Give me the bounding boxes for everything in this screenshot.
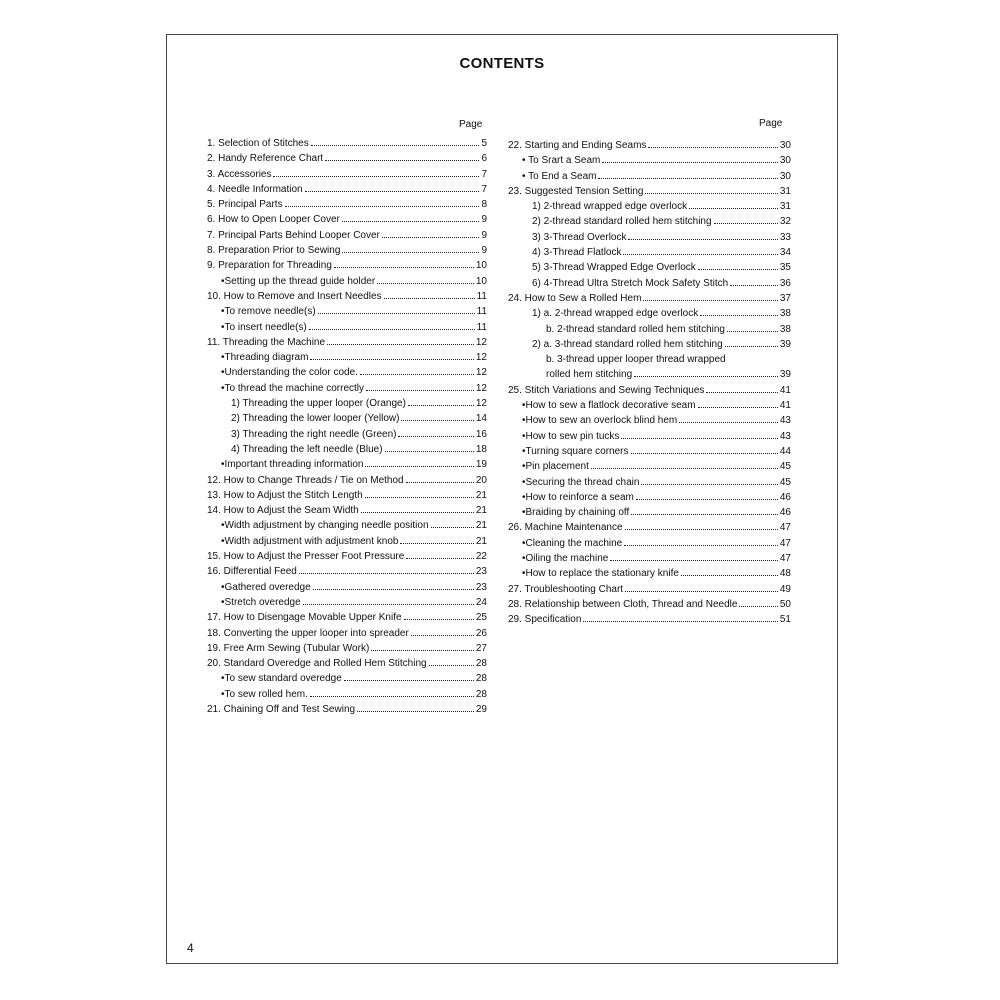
dot-leader bbox=[730, 285, 778, 286]
toc-entry-page: 41 bbox=[779, 384, 791, 396]
toc-entry bbox=[508, 153, 791, 168]
toc-entry-title: •Width adjustment with adjustment knob bbox=[221, 535, 399, 547]
toc-entry-page: 12 bbox=[475, 382, 487, 394]
dot-leader bbox=[725, 346, 778, 347]
dot-leader bbox=[706, 392, 777, 393]
toc-entry-title: 21. Chaining Off and Test Sewing bbox=[207, 703, 356, 715]
toc-entry-title: 2) Threading the lower looper (Yellow) bbox=[231, 413, 400, 425]
toc-entry-page: 47 bbox=[779, 522, 791, 534]
toc-entry-page: 31 bbox=[779, 185, 791, 197]
dot-leader bbox=[645, 193, 777, 194]
toc-entry-title: •Gathered overedge bbox=[221, 581, 311, 593]
toc-entry-page: 45 bbox=[779, 476, 791, 488]
toc-entry bbox=[508, 322, 791, 337]
dot-leader bbox=[583, 621, 777, 622]
toc-entry-page: 43 bbox=[779, 415, 791, 427]
toc-entry bbox=[508, 429, 791, 444]
toc-entry-page: 21 bbox=[475, 489, 487, 501]
toc-entry bbox=[207, 488, 487, 503]
toc-entry-page: 7 bbox=[481, 183, 487, 195]
dot-leader bbox=[310, 359, 473, 360]
toc-entry-title: 3) 3-Thread Overlock bbox=[532, 231, 627, 243]
toc-entry-title: 4) Threading the left needle (Blue) bbox=[231, 443, 383, 455]
toc-entry-title: •Important threading information bbox=[221, 459, 364, 471]
toc-entry-title: 11. Threading the Machine bbox=[207, 336, 326, 348]
toc-entry-page: 12 bbox=[475, 398, 487, 410]
toc-entry-page: 19 bbox=[475, 459, 487, 471]
dot-leader bbox=[398, 436, 473, 437]
dot-leader bbox=[385, 451, 474, 452]
toc-entry-title: b. 2-thread standard rolled hem stitching bbox=[546, 323, 725, 335]
toc-entry-title: rolled hem stitching bbox=[546, 369, 633, 381]
dot-leader bbox=[384, 298, 475, 299]
toc-entry-title: •How to replace the stationary knife bbox=[522, 568, 679, 580]
toc-entry-page: 46 bbox=[779, 507, 791, 519]
toc-entry-page: 11 bbox=[476, 306, 487, 318]
toc-entry-title: 6) 4-Thread Ultra Stretch Mock Safety Stitch bbox=[532, 277, 729, 289]
toc-entry bbox=[207, 243, 487, 258]
toc-entry-page: 46 bbox=[779, 491, 791, 503]
toc-entry-title: b. 3-thread upper looper thread wrapped bbox=[546, 354, 726, 366]
toc-entry bbox=[207, 503, 487, 518]
dot-leader bbox=[318, 313, 475, 314]
toc-entry bbox=[508, 291, 791, 306]
dot-leader bbox=[631, 514, 778, 515]
toc-entry-title: 24. How to Sew a Rolled Hem bbox=[508, 292, 642, 304]
dot-leader bbox=[366, 390, 474, 391]
dot-leader bbox=[404, 619, 474, 620]
toc-entry bbox=[207, 274, 487, 289]
right-page-column-heading: Page bbox=[759, 118, 783, 129]
toc-entry-title: •How to sew pin tucks bbox=[522, 430, 620, 442]
dot-leader bbox=[624, 545, 778, 546]
toc-entry bbox=[207, 381, 487, 396]
dot-leader bbox=[610, 560, 778, 561]
toc-entry-page: 21 bbox=[475, 520, 487, 532]
toc-entry-page: 9 bbox=[481, 214, 487, 226]
toc-entry bbox=[207, 687, 487, 702]
toc-entry-page: 28 bbox=[475, 688, 487, 700]
dot-leader bbox=[631, 453, 778, 454]
toc-entry bbox=[207, 595, 487, 610]
toc-entry-title: •Cleaning the machine bbox=[522, 537, 623, 549]
toc-entry bbox=[508, 337, 791, 352]
toc-entry-page: 5 bbox=[481, 138, 487, 149]
toc-entry-title: •Oiling the machine bbox=[522, 553, 609, 565]
toc-entry bbox=[207, 656, 487, 671]
toc-entry-page: 7 bbox=[481, 168, 487, 180]
toc-entry-title: 9. Preparation for Threading bbox=[207, 260, 332, 272]
toc-entry-title: 6. How to Open Looper Cover bbox=[207, 214, 340, 226]
toc-entry-title: •How to sew a flatlock decorative seam bbox=[522, 400, 696, 412]
toc-entry-page: 25 bbox=[475, 612, 487, 624]
toc-entry bbox=[207, 626, 487, 641]
dot-leader bbox=[299, 573, 474, 574]
toc-entry-page: 39 bbox=[779, 338, 791, 350]
toc-entry bbox=[508, 582, 791, 597]
dot-leader bbox=[285, 206, 480, 207]
toc-entry-page: 9 bbox=[481, 245, 487, 257]
toc-entry bbox=[207, 258, 487, 273]
dot-leader bbox=[591, 468, 778, 469]
toc-entry bbox=[207, 212, 487, 227]
dot-leader bbox=[406, 558, 474, 559]
dot-leader bbox=[698, 407, 778, 408]
dot-leader bbox=[305, 191, 480, 192]
toc-entry bbox=[508, 459, 791, 474]
toc-entry bbox=[207, 289, 487, 304]
dot-leader bbox=[739, 606, 777, 607]
toc-entry-title: •Width adjustment by changing needle position bbox=[221, 520, 429, 532]
toc-entry-page: 23 bbox=[475, 566, 487, 578]
toc-entry-page: 47 bbox=[779, 553, 791, 565]
dot-leader bbox=[429, 665, 474, 666]
toc-entry-title: 13. How to Adjust the Stitch Length bbox=[207, 489, 363, 501]
toc-entry-title: 1. Selection of Stitches bbox=[207, 138, 309, 149]
toc-entry-title: •To sew standard overedge bbox=[221, 673, 342, 685]
toc-entry-title: 16. Differential Feed bbox=[207, 566, 297, 578]
toc-entry bbox=[508, 169, 791, 184]
toc-entry-title: 7. Principal Parts Behind Looper Cover bbox=[207, 229, 380, 241]
toc-entry-page: 50 bbox=[779, 598, 791, 610]
toc-entry bbox=[207, 136, 487, 151]
toc-entry-page: 30 bbox=[779, 140, 791, 151]
dot-leader bbox=[309, 329, 475, 330]
toc-entry-title: • To Srart a Seam bbox=[522, 155, 601, 167]
toc-entry bbox=[207, 610, 487, 625]
toc-entry-page: 22 bbox=[475, 551, 487, 563]
toc-entry-page: 48 bbox=[779, 568, 791, 580]
toc-entry-page: 28 bbox=[475, 658, 487, 670]
toc-entry-page: 37 bbox=[779, 292, 791, 304]
toc-entry-page: 18 bbox=[475, 443, 487, 455]
dot-leader bbox=[625, 529, 778, 530]
toc-entry-title: 5) 3-Thread Wrapped Edge Overlock bbox=[532, 262, 696, 274]
toc-entry-page: 47 bbox=[779, 537, 791, 549]
toc-entry-title: • To End a Seam bbox=[522, 170, 597, 182]
toc-entry-title: •Understanding the color code. bbox=[221, 367, 358, 379]
toc-entry-page: 30 bbox=[779, 155, 791, 167]
dot-leader bbox=[327, 344, 474, 345]
toc-entry-page: 20 bbox=[475, 474, 487, 486]
toc-entry bbox=[207, 641, 487, 656]
toc-entry-title: 1) 2-thread wrapped edge overlock bbox=[532, 201, 688, 213]
toc-entry-title: 2) a. 3-thread standard rolled hem stitching bbox=[532, 338, 723, 350]
toc-entry-page: 9 bbox=[481, 229, 487, 241]
dot-leader bbox=[310, 696, 474, 697]
toc-entry-page: 12 bbox=[475, 367, 487, 379]
toc-entry-title: 2) 2-thread standard rolled hem stitching bbox=[532, 216, 712, 228]
toc-entry-page: 12 bbox=[475, 352, 487, 364]
toc-entry bbox=[207, 411, 487, 426]
toc-entry bbox=[508, 413, 791, 428]
dot-leader bbox=[377, 283, 474, 284]
dot-leader bbox=[382, 237, 480, 238]
toc-entry bbox=[508, 306, 791, 321]
toc-right-column bbox=[508, 138, 791, 628]
toc-entry bbox=[207, 151, 487, 166]
toc-entry bbox=[207, 182, 487, 197]
dot-leader bbox=[361, 512, 474, 513]
toc-entry-page: 11 bbox=[476, 321, 487, 333]
dot-leader bbox=[700, 315, 778, 316]
toc-entry bbox=[207, 671, 487, 686]
toc-entry bbox=[508, 444, 791, 459]
dot-leader bbox=[621, 438, 777, 439]
dot-leader bbox=[365, 497, 474, 498]
toc-entry bbox=[508, 245, 791, 260]
toc-entry-page: 8 bbox=[481, 199, 487, 211]
dot-leader bbox=[342, 221, 480, 222]
toc-entry-title: 17. How to Disengage Movable Upper Knife bbox=[207, 612, 402, 624]
dot-leader bbox=[303, 604, 474, 605]
toc-entry-title: 25. Stitch Variations and Sewing Techniques bbox=[508, 384, 705, 396]
toc-entry-page: 32 bbox=[779, 216, 791, 228]
dot-leader bbox=[365, 466, 473, 467]
dot-leader bbox=[325, 160, 479, 161]
toc-entry-title: 5. Principal Parts bbox=[207, 199, 283, 211]
page-number: 4 bbox=[187, 941, 194, 955]
toc-entry bbox=[508, 597, 791, 612]
dot-leader bbox=[360, 374, 474, 375]
toc-entry bbox=[508, 490, 791, 505]
toc-entry bbox=[207, 335, 487, 350]
toc-entry bbox=[508, 612, 791, 627]
toc-entry-title: 18. Converting the upper looper into spreader bbox=[207, 627, 409, 639]
toc-entry-page: 39 bbox=[779, 369, 791, 381]
toc-entry-page: 38 bbox=[779, 323, 791, 335]
toc-entry-title: •Setting up the thread guide holder bbox=[221, 275, 376, 287]
toc-entry-title: 20. Standard Overedge and Rolled Hem Stitching bbox=[207, 658, 427, 670]
toc-entry-title: 29. Specification bbox=[508, 614, 582, 626]
dot-leader bbox=[636, 499, 778, 500]
toc-left-column bbox=[207, 136, 487, 717]
toc-entry-title: 19. Free Arm Sewing (Tubular Work) bbox=[207, 642, 370, 654]
dot-leader bbox=[401, 420, 473, 421]
toc-entry-page: 49 bbox=[779, 583, 791, 595]
toc-entry-page: 41 bbox=[779, 400, 791, 412]
toc-entry-page: 36 bbox=[779, 277, 791, 289]
dot-leader bbox=[689, 208, 778, 209]
dot-leader bbox=[273, 176, 479, 177]
toc-entry-page: 11 bbox=[476, 290, 487, 302]
toc-entry-title: •How to sew an overlock blind hem bbox=[522, 415, 678, 427]
toc-entry-page: 51 bbox=[779, 614, 791, 626]
toc-entry-page: 6 bbox=[481, 153, 487, 165]
toc-entry bbox=[508, 214, 791, 229]
toc-entry-page: 10 bbox=[475, 260, 487, 272]
dot-leader bbox=[602, 162, 778, 163]
toc-entry bbox=[508, 383, 791, 398]
dot-leader bbox=[641, 484, 777, 485]
toc-entry bbox=[508, 367, 791, 382]
toc-entry bbox=[207, 702, 487, 717]
toc-entry-title: •To remove needle(s) bbox=[221, 306, 316, 318]
toc-entry bbox=[207, 365, 487, 380]
toc-entry-title: 23. Suggested Tension Setting bbox=[508, 185, 644, 197]
toc-entry-page: 10 bbox=[475, 275, 487, 287]
toc-entry-title: 28. Relationship between Cloth, Thread and Needle bbox=[508, 598, 738, 610]
dot-leader bbox=[357, 711, 474, 712]
toc-entry bbox=[508, 551, 791, 566]
toc-entry bbox=[207, 427, 487, 442]
toc-entry-title: •Threading diagram bbox=[221, 352, 309, 364]
dot-leader bbox=[698, 269, 778, 270]
dot-leader bbox=[431, 527, 474, 528]
dot-leader bbox=[714, 223, 778, 224]
toc-entry bbox=[207, 197, 487, 212]
toc-entry-title: 8. Preparation Prior to Sewing bbox=[207, 245, 341, 257]
toc-entry bbox=[508, 230, 791, 245]
toc-entry bbox=[207, 564, 487, 579]
toc-entry-title: •Braiding by chaining off bbox=[522, 507, 630, 519]
dot-leader bbox=[623, 254, 777, 255]
dot-leader bbox=[625, 591, 778, 592]
dot-leader bbox=[344, 680, 474, 681]
dot-leader bbox=[648, 147, 777, 148]
toc-entry-page: 24 bbox=[475, 596, 487, 608]
toc-entry bbox=[508, 352, 791, 367]
toc-entry-title: 27. Troubleshooting Chart bbox=[508, 583, 624, 595]
toc-entry bbox=[207, 304, 487, 319]
dot-leader bbox=[313, 589, 474, 590]
dot-leader bbox=[342, 252, 479, 253]
toc-entry-page: 23 bbox=[475, 581, 487, 593]
toc-entry bbox=[207, 350, 487, 365]
toc-entry-title: 12. How to Change Threads / Tie on Method bbox=[207, 474, 404, 486]
toc-entry bbox=[508, 199, 791, 214]
toc-entry-page: 44 bbox=[779, 445, 791, 457]
toc-entry bbox=[207, 549, 487, 564]
toc-entry-title: 22. Starting and Ending Seams bbox=[508, 140, 647, 151]
toc-entry-page: 26 bbox=[475, 627, 487, 639]
toc-entry bbox=[207, 457, 487, 472]
toc-entry-page: 31 bbox=[779, 201, 791, 213]
dot-leader bbox=[371, 650, 474, 651]
toc-entry bbox=[207, 473, 487, 488]
toc-entry bbox=[508, 520, 791, 535]
toc-entry bbox=[508, 184, 791, 199]
toc-entry-page: 12 bbox=[475, 336, 487, 348]
dot-leader bbox=[411, 635, 474, 636]
toc-entry-title: 1) Threading the upper looper (Orange) bbox=[231, 398, 406, 410]
dot-leader bbox=[643, 300, 777, 301]
toc-entry-title: 4. Needle Information bbox=[207, 183, 303, 195]
toc-entry-title: 26. Machine Maintenance bbox=[508, 522, 623, 534]
toc-entry bbox=[508, 505, 791, 520]
toc-entry bbox=[207, 580, 487, 595]
toc-entry bbox=[508, 276, 791, 291]
toc-entry-title: •To insert needle(s) bbox=[221, 321, 307, 333]
dot-leader bbox=[400, 543, 473, 544]
toc-entry bbox=[508, 536, 791, 551]
toc-entry-page: 38 bbox=[779, 308, 791, 320]
toc-entry-title: 10. How to Remove and Insert Needles bbox=[207, 290, 382, 302]
toc-entry bbox=[207, 167, 487, 182]
toc-entry-page: 21 bbox=[475, 535, 487, 547]
toc-entry-title: 1) a. 2-thread wrapped edge overlock bbox=[532, 308, 699, 320]
dot-leader bbox=[598, 178, 777, 179]
dot-leader bbox=[681, 575, 778, 576]
toc-entry bbox=[508, 138, 791, 153]
toc-entry bbox=[508, 566, 791, 581]
toc-entry bbox=[207, 534, 487, 549]
toc-entry bbox=[207, 442, 487, 457]
toc-entry-page: 43 bbox=[779, 430, 791, 442]
toc-entry-title: 2. Handy Reference Chart bbox=[207, 153, 324, 165]
toc-entry-title: •Turning square corners bbox=[522, 445, 629, 457]
toc-entry bbox=[508, 398, 791, 413]
toc-entry-page: 16 bbox=[475, 428, 487, 440]
toc-entry bbox=[508, 475, 791, 490]
toc-entry-title: •To thread the machine correctly bbox=[221, 382, 365, 394]
toc-entry-page: 34 bbox=[779, 247, 791, 259]
toc-entry-page: 14 bbox=[475, 413, 487, 425]
toc-entry-title: •Securing the thread chain bbox=[522, 476, 640, 488]
toc-entry-page: 29 bbox=[475, 703, 487, 715]
toc-entry-page: 45 bbox=[779, 461, 791, 473]
dot-leader bbox=[408, 405, 474, 406]
dot-leader bbox=[334, 267, 474, 268]
toc-entry-title: •To sew rolled hem. bbox=[221, 688, 308, 700]
dot-leader bbox=[634, 376, 778, 377]
page-title: CONTENTS bbox=[459, 55, 545, 72]
toc-entry-title: •Pin placement bbox=[522, 461, 589, 473]
dot-leader bbox=[628, 239, 777, 240]
toc-entry-page: 28 bbox=[475, 673, 487, 685]
toc-entry-title: •Stretch overedge bbox=[221, 596, 301, 608]
left-page-column-heading: Page bbox=[459, 119, 483, 130]
toc-entry-page: 21 bbox=[475, 505, 487, 517]
toc-entry-title: 15. How to Adjust the Presser Foot Pressure bbox=[207, 551, 405, 563]
toc-entry bbox=[207, 518, 487, 533]
toc-entry-title: 3. Accessories bbox=[207, 168, 272, 180]
dot-leader bbox=[406, 482, 474, 483]
toc-entry-title: 3) Threading the right needle (Green) bbox=[231, 428, 397, 440]
toc-entry-page: 30 bbox=[779, 170, 791, 182]
toc-entry-title: 14. How to Adjust the Seam Width bbox=[207, 505, 359, 517]
toc-entry bbox=[508, 260, 791, 275]
dot-leader bbox=[679, 422, 778, 423]
document-page bbox=[166, 34, 838, 964]
dot-leader bbox=[727, 331, 778, 332]
toc-entry-page: 35 bbox=[779, 262, 791, 274]
toc-entry-page: 33 bbox=[779, 231, 791, 243]
toc-entry-page: 27 bbox=[475, 642, 487, 654]
toc-entry-title: 4) 3-Thread Flatlock bbox=[532, 247, 622, 259]
toc-entry bbox=[207, 228, 487, 243]
toc-entry-title: •How to reinforce a seam bbox=[522, 491, 634, 503]
toc-entry bbox=[207, 320, 487, 335]
dot-leader bbox=[311, 145, 480, 146]
toc-entry bbox=[207, 396, 487, 411]
